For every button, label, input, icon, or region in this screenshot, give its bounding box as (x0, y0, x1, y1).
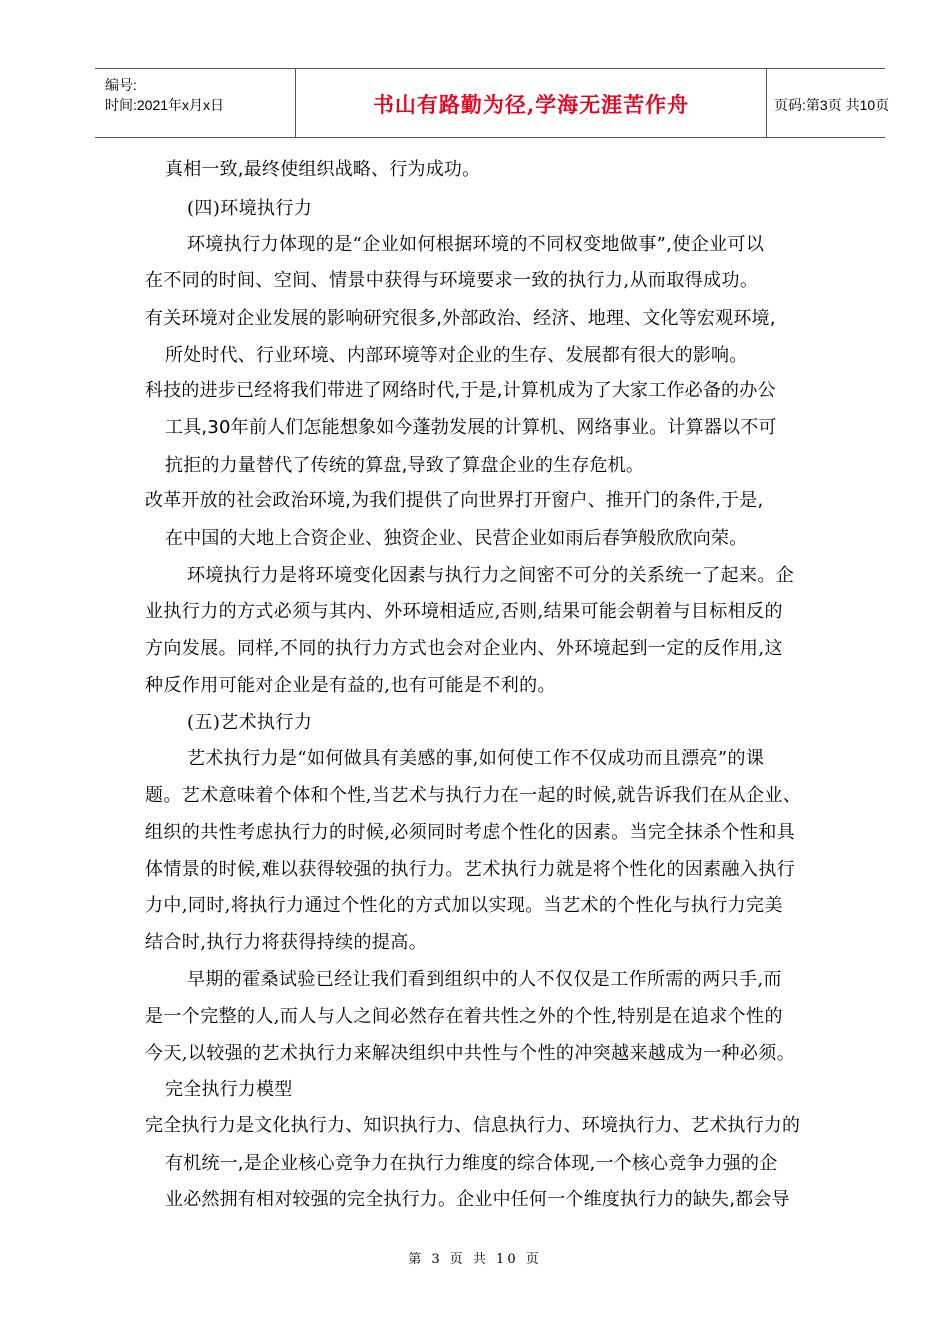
body-line: 有机统一,是企业核心竞争力在执行力维度的综合体现,一个核心竞争力强的企 (165, 1153, 778, 1174)
body-line: 有关环境对企业发展的影响研究很多,外部政治、经济、地理、文化等宏观环境, (145, 308, 776, 329)
body-line: 改革开放的社会政治环境,为我们提供了向世界打开窗户、推开门的条件,于是, (145, 490, 764, 511)
body-line: 业执行力的方式必须与其内、外环境相适应,否则,结果可能会朝着与目标相反的 (145, 601, 783, 622)
page-code: 页码:第3页 共10页 (774, 97, 890, 113)
motto-text: 书山有路勤为径,学海无涯苦作舟 (372, 92, 690, 117)
header-motto-cell (295, 69, 767, 137)
body-line: 在中国的大地上合资企业、独资企业、民营企业如雨后春笋般欣欣向荣。 (165, 528, 748, 549)
body-line: 早期的霍桑试验已经让我们看到组织中的人不仅仅是工作所需的两只手,而 (187, 969, 782, 990)
body-line: 环境执行力是将环境变化因素与执行力之间密不可分的关系统一了起来。企 (187, 565, 795, 586)
body-line: 真相一致,最终使组织战略、行为成功。 (165, 159, 481, 180)
body-line: 体情景的时候,难以获得较强的执行力。艺术执行力就是将个性化的因素融入执行 (145, 859, 796, 880)
section-heading: (五)艺术执行力 (187, 712, 313, 733)
body-line: 组织的共性考虑执行力的时候,必须同时考虑个性化的因素。当完全抹杀个性和具 (145, 822, 796, 843)
body-line: 环境执行力体现的是“企业如何根据环境的不同权变地做事”,使企业可以 (187, 234, 765, 255)
body-line: 结合时,执行力将获得持续的提高。 (145, 932, 428, 953)
header-page-cell (766, 69, 890, 137)
body-line: 抗拒的力量替代了传统的算盘,导致了算盘企业的生存危机。 (165, 455, 645, 476)
body-line: 今天,以较强的艺术执行力来解决组织中共性与个性的冲突越来越成为一种必须。 (145, 1043, 796, 1064)
body-line: 艺术执行力是“如何做具有美感的事,如何使工作不仅成功而且漂亮”的课 (187, 748, 765, 769)
page-header (95, 68, 890, 138)
page-footer: 第 3 页 共 10 页 (408, 1252, 542, 1267)
body-line: 是一个完整的人,而人与人之间必然存在着共性之外的个性,特别是在追求个性的 (145, 1006, 783, 1027)
body-line: 力中,同时,将执行力通过个性化的方式加以实现。当艺术的个性化与执行力完美 (145, 895, 783, 916)
section-heading: (四)环境执行力 (187, 198, 313, 219)
body-line: 题。艺术意味着个体和个性,当艺术与执行力在一起的时候,就告诉我们在从企业、 (145, 785, 802, 806)
body-line: 所处时代、行业环境、内部环境等对企业的生存、发展都有很大的影响。 (165, 345, 748, 366)
body-line: 在不同的时间、空间、情景中获得与环境要求一致的执行力,从而取得成功。 (145, 270, 759, 291)
body-line: 科技的进步已经将我们带进了网络时代,于是,计算机成为了大家工作必备的办公 (145, 380, 776, 401)
body-line: 工具,30年前人们怎能想象如今蓬勃发展的计算机、网络事业。计算器以不可 (165, 417, 777, 438)
header-info-cell (95, 69, 295, 137)
model-heading: 完全执行力模型 (165, 1079, 293, 1100)
body-line: 业必然拥有相对较强的完全执行力。企业中任何一个维度执行力的缺失,都会导 (165, 1189, 790, 1210)
time-label: 时间:2021年x月x日 (105, 97, 225, 113)
body-line: 方向发展。同样,不同的执行力方式也会对企业内、外环境起到一定的反作用,这 (145, 638, 783, 659)
number-label: 编号: (105, 77, 137, 93)
body-line: 完全执行力是文化执行力、知识执行力、信息执行力、环境执行力、艺术执行力的 (145, 1115, 801, 1136)
body-line: 种反作用可能对企业是有益的,也有可能是不利的。 (145, 675, 556, 696)
